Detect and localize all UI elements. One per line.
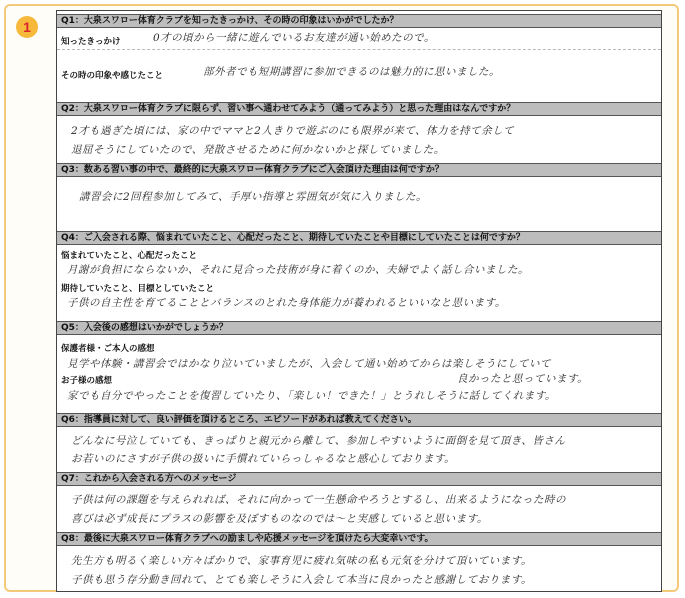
q5-heading: Q5：入会後の感想はいかがでしょうか？ [57,321,661,335]
q1-answer-impression: 部外者でも短期講習に参加できるのは魅力的に思いました。 [203,66,500,78]
survey-sheet [56,10,662,592]
q2-answer-line-2: 退屈そうにしていたので、発散させるために何かないかと探していました。 [71,144,445,156]
q2-answer-line-1: 2才も過ぎた頃には、家の中でママと2人きりで遊ぶのにも限界が来て、体力を持て余して [71,125,515,137]
q1-answer-trigger: 0才の頃から一緒に遊んでいるお友達が通い始めたので。 [153,32,435,44]
q4-label-concern: 悩まれていたこと、心配だったこと [61,251,198,261]
q1-heading: Q1：大泉スワロー体育クラブを知ったきっかけ、その時の印象はいかがでしたか？ [57,14,661,28]
q6-answer-line-1: どんなに号泣していても、きっぱりと親元から離して、参加しやすいように面倒を見て頂き、皆さん [71,435,566,447]
q1-divider [57,49,661,50]
q4-answer-goal: 子供の自主性を育てることとバランスのとれた身体能力が養われるといいなと思います。 [67,297,506,309]
q8-answer-line-1: 先生方も明るく楽しい方々ばかりで、家事育児に疲れ気味の私も元気を分けて頂いています。 [71,555,532,567]
q4-label-goal: 期待していたこと、目標としていたこと [61,284,215,294]
q7-heading: Q7：これから入会される方へのメッセージ [57,472,661,486]
q8-answer-line-2: 子供も思う存分動き回れて、とても楽しそうに入会して本当に良かったと感謝しております。 [71,574,532,586]
q5-answer-parent-line-2: 良かったと思っています。 [457,373,589,385]
q6-answer-line-2: お若いのにさすが子供の扱いに手慣れていらっしゃるなと感心しております。 [71,453,456,465]
q3-heading: Q3：数ある習い事の中で、最終的に大泉スワロー体育クラブにご入会頂けた理由は何ですか？ [57,163,661,177]
q5-answer-child: 家でも自分でやったことを復習していたり、「楽しい！できた！」とうれしそうに話してくれます。 [67,390,556,402]
q2-heading: Q2：大泉スワロー体育クラブに限らず、習い事へ通わせてみよう（通ってみよう）と思った理由はなんですか？ [57,102,661,116]
q5-label-parent: 保護者様・ご本人の感想 [61,344,155,354]
q4-answer-concern: 月謝が負担にならないか、それに見合った技術が身に着くのか、夫婦でよく話し合いました。 [67,264,529,276]
q6-heading: Q6：指導員に対して、良い評価を頂けるところ、エピソードがあれば教えてください。 [57,413,661,427]
q3-answer: 講習会に2回程参加してみて、手厚い指導と雰囲気が気に入りました。 [79,191,427,203]
q8-heading: Q8：最後に大泉スワロー体育クラブへの励ましや応援メッセージを頂けたら大変幸いです。 [57,532,661,546]
q7-answer-line-2: 喜びは必ず成長にプラスの影響を及ぼすものなのでは〜と実感していると思います。 [71,513,488,525]
q1-label-trigger: 知ったきっかけ [61,37,121,47]
q7-answer-line-1: 子供は何の課題を与えられれば、それに向かって一生懸命やろうとするし、出来るようになった時の [71,494,566,506]
q4-heading: Q4：ご入会される際、悩まれていたこと、心配だったこと、期待していたことや目標にしていたことは何ですか？ [57,231,661,245]
q5-label-child: お子様の感想 [61,376,113,386]
number-badge: 1 [16,16,38,38]
q5-answer-parent-line-1: 見学や体験・講習会ではかなり泣いていましたが、入会して通い始めてからは楽しそうにしていて [67,358,551,370]
q1-label-impression: その時の印象や感じたこと [61,71,164,81]
